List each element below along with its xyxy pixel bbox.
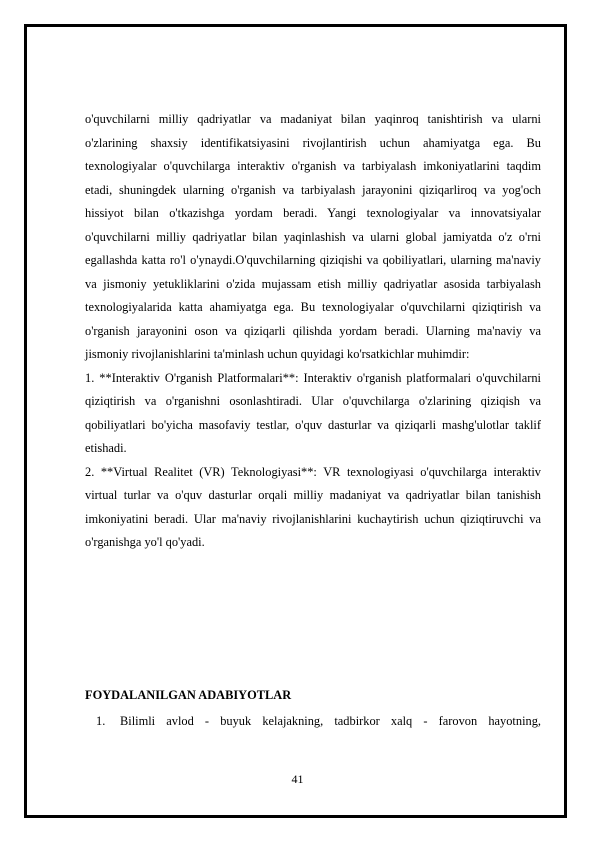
reference-text: Bilimli avlod - buyuk kelajakning, tadbirkor xalq - farovon hayotning, — [120, 714, 541, 728]
paragraph-item-1: 1. **Interaktiv O'rganish Platformalari**: Interaktiv o'rganish platformalari o'quvchilarni qiziqtirish va o'rganishni osonlashtiradi. Ular o'quvchilarga o'zlarining qiziqish va qobiliyatlari bo'yicha masofaviy testlar, o'quv dasturlar va qiziqarli mashg'ulotlar taklif etishadi. — [85, 370, 541, 455]
paragraph-item-2: 2. **Virtual Realitet (VR) Teknologiyasi**: VR texnologiyasi o'quvchilarga interaktiv virtual turlar va o'quv dasturlar orqali milliy madaniyat va qadriyatlar bilan tanishish imkoniyatini beradi. Ular ma'naviy rivojlanishlarini kuchaytirish uchun qiziqtiruvchi va o'rganishga yo'l qo'yadi. — [85, 464, 541, 549]
references-heading: FOYDALANILGAN ADABIYOTLAR — [85, 688, 292, 702]
page-number: 41 — [291, 772, 304, 786]
paragraph-intro: o'quvchilarni milliy qadriyatlar va madaniyat bilan yaqinroq tanishtirish va ularni o'zlarining shaxsiy identifikatsiyasini rivojlantirish uchun ahamiyatga ega. Bu texnologiyalar o'quvchilarga interaktiv o'rganish va tarbiyalash imkoniyatlarini taqdim etadi, shuningdek ularning o'rganish va tarbiyalash jarayonini qiziqarliroq va yog'och hissiyot bilan o'tkazishga yordam beradi. Yangi texnologiyalar va innovatsiyalar o'quvchilarni milliy qadriyatlar bilan yaqinlashish va ularni global jamiyatda o'z o'rni egallashda katta ro'l o'ynaydi.O'quvchilarning qiziqishi va qobiliyatlari, ularning ma'naviy va jismoniy yetukliklarini o'zida mujassam etish milliy qadriyatlar asosida tarbiyalash texnologiyalarida katta ahamiyatga ega. Bu texnologiyalar o'quvchilarni qiziqtirish va o'rganish jarayonini oson va qiziqarli qilishda yordam beradi. Ularning ma'naviy va jismoniy rivojlanishlarini ta'minlash uchun quyidagi ko'rsatkichlar muhimdir: — [85, 112, 541, 361]
body-text — [85, 108, 541, 555]
reference-number: 1. — [96, 714, 106, 728]
reference-item — [96, 710, 541, 734]
